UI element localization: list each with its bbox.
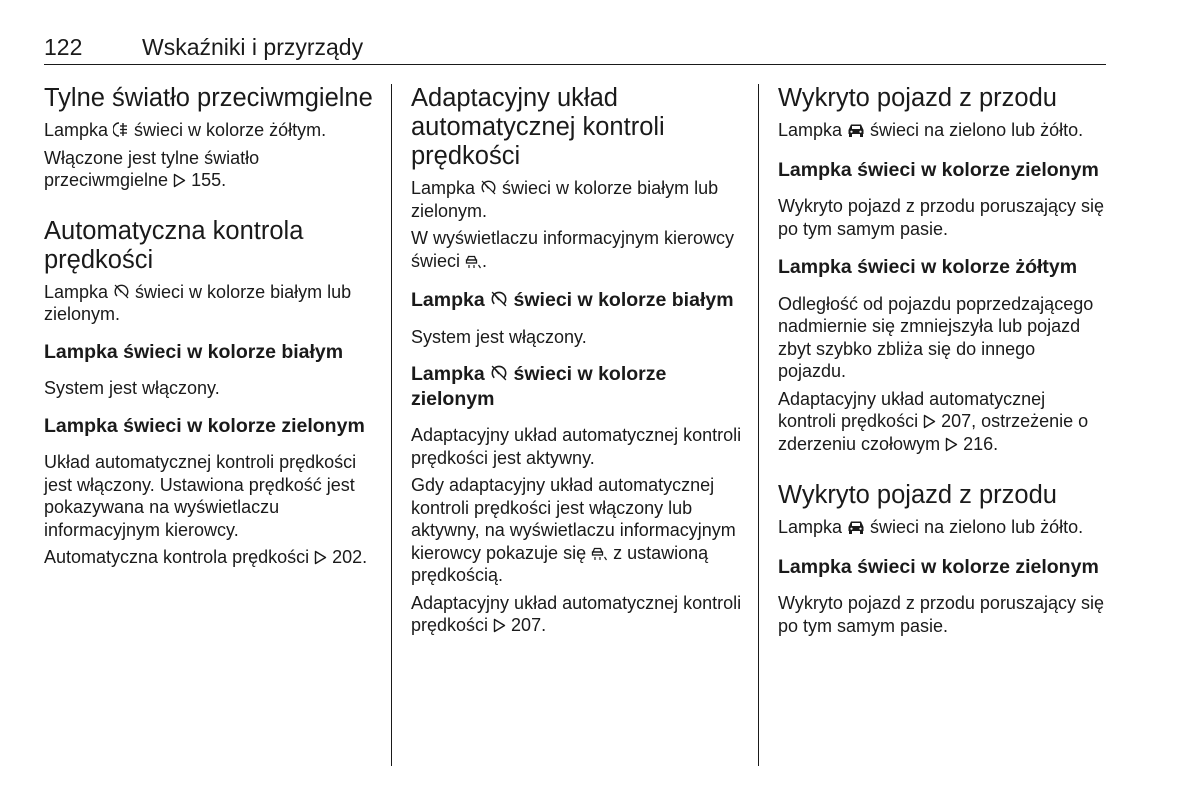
page-header: [44, 34, 1106, 65]
subsection-heading: Lampka świeci w kolorze żółtym: [778, 256, 1078, 278]
rear-fog-light-icon: [113, 121, 129, 138]
subsection-heading: Lampka świeci w kolorze zielonym: [411, 363, 667, 410]
reference-arrow-icon: [314, 550, 327, 565]
paragraph: W wyświetlaczu informacyjnym kierowcy świeci .: [411, 228, 735, 271]
reference-arrow-icon: [493, 618, 506, 633]
cruise-control-icon: [490, 364, 508, 382]
column-1: [44, 84, 374, 569]
vehicle-ahead-icon: [847, 123, 865, 138]
adaptive-cruise-icon: [465, 254, 482, 269]
subsection-heading: Lampka świeci w kolorze zielonym: [778, 555, 1099, 578]
section-title: Automatyczna kontrola prędkości: [44, 216, 304, 274]
column-3: [778, 84, 1108, 637]
section-title: Wykryto pojazd z przodu: [778, 481, 1057, 509]
paragraph: Układ automatycznej kontroli prędkości jest włączony. Ustawiona prędkość jest pokazywana na wyświetlaczu informacyjnym kierowcy.: [44, 452, 357, 540]
cruise-control-icon: [490, 290, 508, 308]
paragraph: Wykryto pojazd z przodu poruszający się po tym samym pasie.: [778, 593, 1104, 636]
paragraph: System jest włączony.: [44, 378, 220, 398]
subsection-heading: Lampka świeci w kolorze białym: [44, 340, 344, 363]
reference-arrow-icon: [945, 437, 958, 452]
section-title: Tylne światło przeciwmgielne: [44, 84, 373, 112]
cruise-control-icon: [113, 283, 130, 300]
cruise-control-icon: [480, 179, 497, 196]
paragraph: Adaptacyjny układ automatycznej kontroli prędkości 207, ostrzeżenie o zderzeniu czołowym 216.: [778, 388, 1089, 454]
paragraph: System jest włączony.: [411, 326, 587, 347]
vehicle-ahead-icon: [847, 520, 865, 535]
adaptive-cruise-icon: [591, 546, 608, 561]
chapter-title: Wskaźniki i przyrządy: [142, 34, 364, 60]
paragraph: Włączone jest tylne światło przeciwmgielne 155.: [44, 147, 260, 190]
section-title: Wykryto pojazd z przodu: [778, 84, 1057, 112]
paragraph: Odległość od pojazdu poprzedzającego nadmiernie się zmniejszyła lub pojazd zbyt szybko zbliża się do innego pojazdu.: [778, 293, 1094, 381]
reference-arrow-icon: [173, 173, 186, 188]
subsection-heading: Lampka świeci w kolorze białym: [411, 289, 734, 311]
column-divider: [391, 84, 392, 766]
paragraph: Automatyczna kontrola prędkości 202.: [44, 547, 368, 567]
paragraph: Lampka świeci na zielono lub żółto.: [778, 120, 1084, 140]
paragraph: Gdy adaptacyjny układ automatycznej kontroli prędkości jest włączony lub aktywny, na wyświetlaczu informacyjnym kierowcy pokazuje się z ustawioną prędkością.: [411, 475, 736, 585]
subsection-heading: Lampka świeci w kolorze zielonym: [778, 158, 1099, 181]
paragraph: Adaptacyjny układ automatycznej kontroli prędkości jest aktywny.: [411, 425, 742, 468]
paragraph: Lampka świeci na zielono lub żółto.: [778, 517, 1084, 537]
reference-arrow-icon: [923, 414, 936, 429]
subsection-heading: Lampka świeci w kolorze zielonym: [44, 414, 365, 437]
paragraph: Adaptacyjny układ automatycznej kontroli prędkości 207.: [411, 592, 742, 635]
paragraph: Lampka świeci w kolorze żółtym.: [44, 120, 327, 140]
paragraph: Lampka świeci w kolorze białym lub zielonym.: [44, 281, 352, 324]
section-title: Adaptacyjny układ automatycznej kontroli prędkości: [411, 84, 665, 170]
paragraph: Lampka świeci w kolorze białym lub zielonym.: [411, 178, 719, 221]
column-divider: [758, 84, 759, 766]
column-2: [411, 84, 743, 637]
page-number: 122: [44, 34, 83, 60]
paragraph: Wykryto pojazd z przodu poruszający się po tym samym pasie.: [778, 196, 1104, 239]
